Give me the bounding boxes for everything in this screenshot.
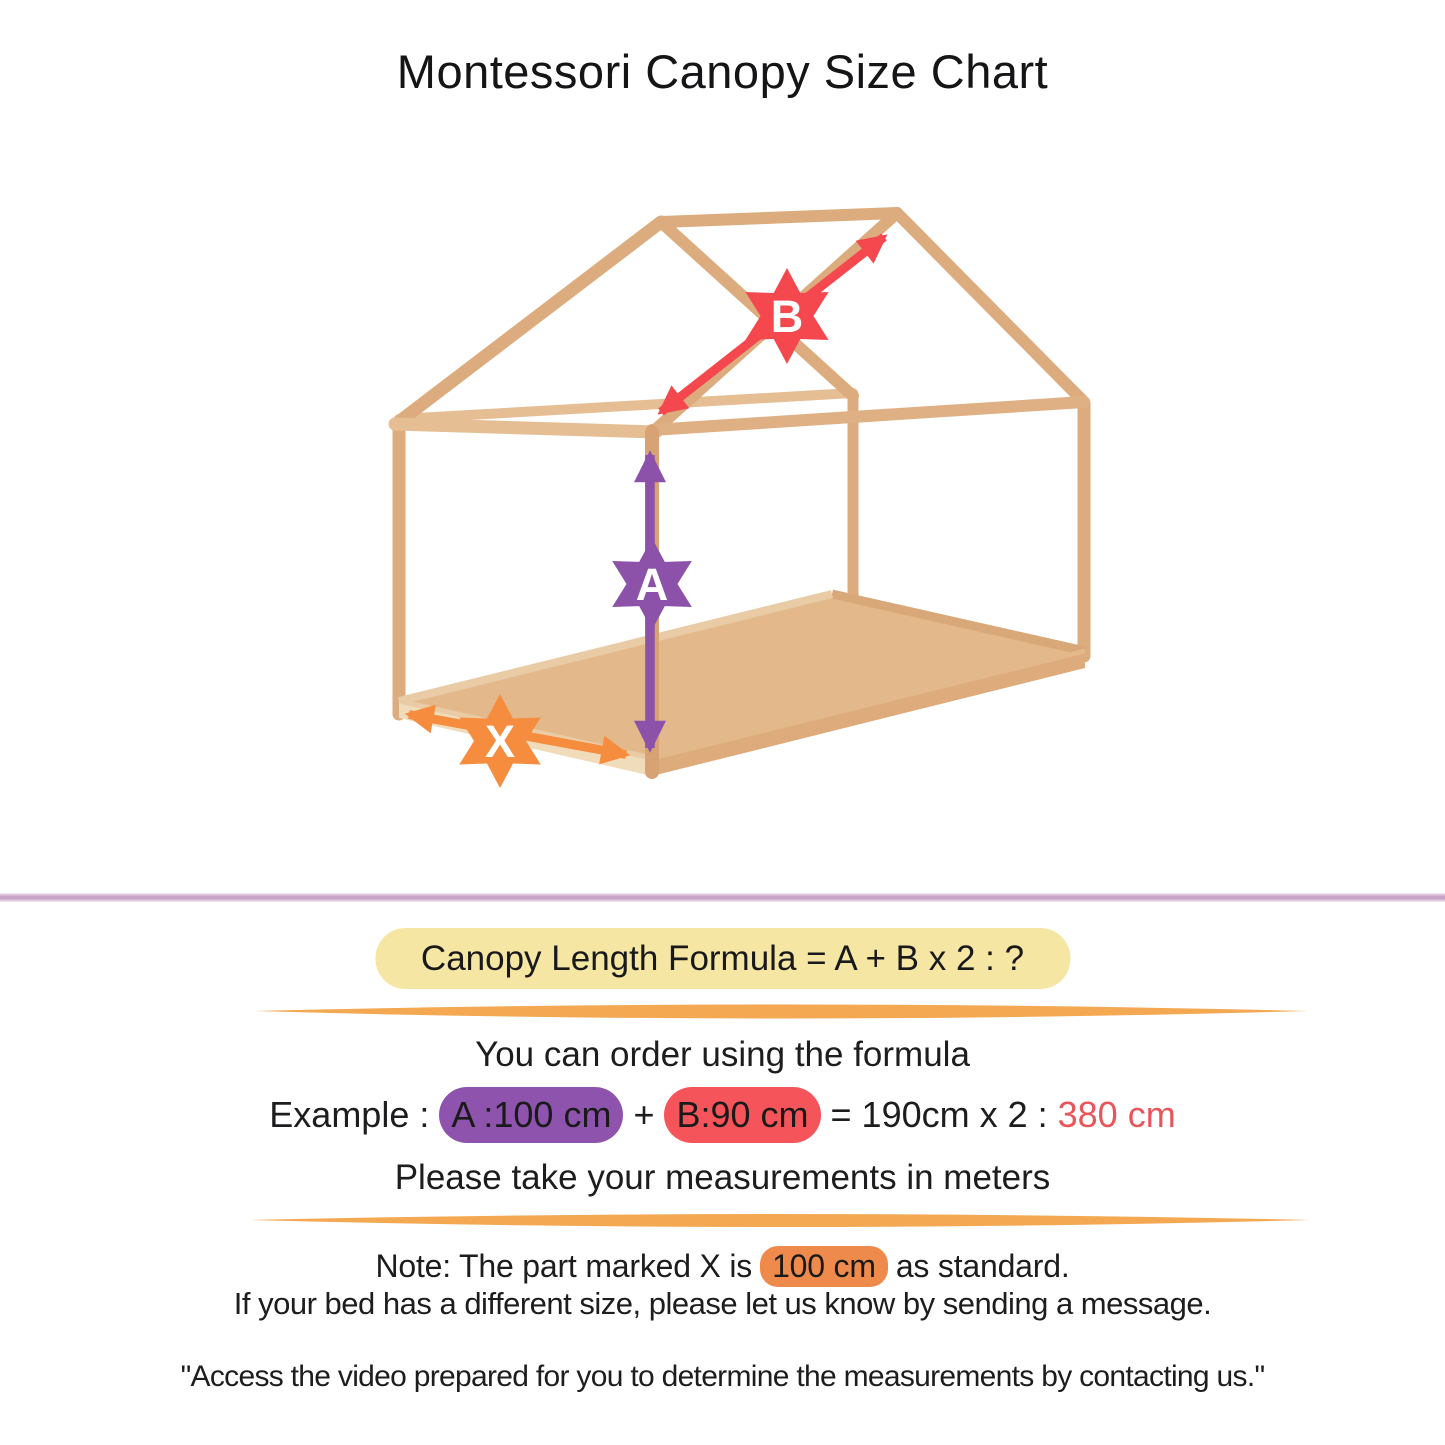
formula-banner: Canopy Length Formula = A + B x 2 : ? <box>375 928 1070 989</box>
note-prefix: Note: The part marked X is <box>375 1248 753 1284</box>
example-plus: + <box>633 1094 655 1135</box>
badge-b-label: B <box>770 291 804 342</box>
example-prefix: Example : <box>269 1094 430 1135</box>
beam-back-top-plate <box>399 393 853 419</box>
note-line-2: If your bed has a different size, please let us know by sending a message. <box>233 1286 1212 1321</box>
badge-a <box>612 538 692 630</box>
example-row <box>0 1085 1445 1145</box>
section-divider <box>0 893 1445 902</box>
ornament-divider-top <box>0 996 1445 1026</box>
note-line <box>0 1246 1445 1287</box>
x-value-pill: 100 cm <box>760 1246 888 1287</box>
beam-roof-left-slope <box>396 222 661 424</box>
order-heading: You can order using the formula <box>475 1035 970 1074</box>
beam-roof-ridge <box>661 213 897 222</box>
page-title: Montessori Canopy Size Chart <box>396 45 1049 98</box>
house-bed-diagram <box>0 160 1445 860</box>
note-suffix: as standard. <box>895 1248 1070 1284</box>
contact-quote: "Access the video prepared for you to determine the measurements by contacting us." <box>180 1360 1265 1393</box>
badge-a-label: A <box>635 559 669 610</box>
example-b-pill: B:90 cm <box>664 1087 820 1143</box>
measure-note: Please take your measurements in meters <box>394 1158 1051 1197</box>
badge-x-label: X <box>484 716 516 767</box>
example-equals: = 190cm x 2 : <box>830 1094 1048 1135</box>
beam-head-top-plate <box>395 424 656 432</box>
beam-front-top-plate <box>652 402 1084 430</box>
beam-roof-back-right-slope <box>897 213 1084 402</box>
ornament-divider-bottom <box>0 1205 1445 1235</box>
example-result: 380 cm <box>1057 1094 1176 1135</box>
example-a-pill: A :100 cm <box>439 1087 623 1143</box>
